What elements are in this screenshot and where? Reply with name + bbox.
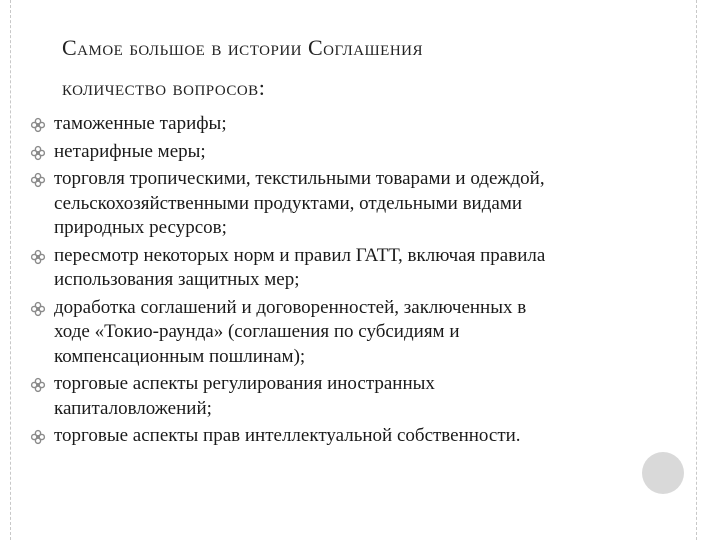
bullet-text-line: торговля тропическими, текстильными товарами и одеждой, [54, 168, 545, 189]
bullet-text [54, 424, 700, 449]
bullet-text-line: ходе «Токио-раунда» (соглашения по субсидиям и [54, 321, 460, 342]
bullet-item [30, 140, 700, 165]
bullet-text [54, 112, 700, 137]
bullet-text-line: природных ресурсов; [54, 217, 227, 238]
bullet-text-line: доработка соглашений и договоренностей, заключенных в [54, 296, 527, 318]
bullet-text [54, 372, 700, 421]
bullet-text-line: капиталовложений; [54, 397, 212, 419]
flower-bullet-icon [30, 144, 46, 160]
bullet-text-line: пересмотр некоторых норм и правил ГАТТ, включая правила [54, 244, 546, 266]
flower-bullet-icon [30, 428, 46, 444]
bullet-text-line: использования защитных мер; [54, 269, 300, 290]
flower-bullet-icon [30, 376, 46, 392]
flower-bullet-icon [30, 171, 46, 187]
bullet-list [30, 112, 700, 452]
bullet-text-line: нетарифные меры; [54, 140, 206, 162]
bullet-text-line: торговые аспекты прав интеллектуальной собственности. [54, 425, 521, 446]
flower-bullet-icon [30, 116, 46, 132]
bullet-item [30, 244, 700, 293]
bullet-item [30, 296, 700, 370]
decorative-circle [642, 452, 684, 494]
bullet-text [54, 244, 700, 293]
slide-title [62, 28, 682, 108]
title-line-1: Самое большое в истории Соглашения [62, 35, 424, 60]
title-line-2: количество вопросов: [62, 75, 266, 100]
bullet-text-line: торговые аспекты регулирования иностранных [54, 373, 435, 394]
bullet-text-line: таможенные тарифы; [54, 113, 227, 134]
bullet-text [54, 167, 700, 241]
flower-bullet-icon [30, 300, 46, 316]
bullet-text [54, 140, 700, 165]
bullet-item [30, 372, 700, 421]
bullet-text-line: сельскохозяйственными продуктами, отдельными видами [54, 192, 523, 214]
left-border-line [10, 0, 11, 540]
bullet-item [30, 424, 700, 449]
bullet-text [54, 296, 700, 370]
bullet-item [30, 167, 700, 241]
bullet-text-line: компенсационным пошлинам); [54, 345, 306, 367]
bullet-item [30, 112, 700, 137]
flower-bullet-icon [30, 248, 46, 264]
